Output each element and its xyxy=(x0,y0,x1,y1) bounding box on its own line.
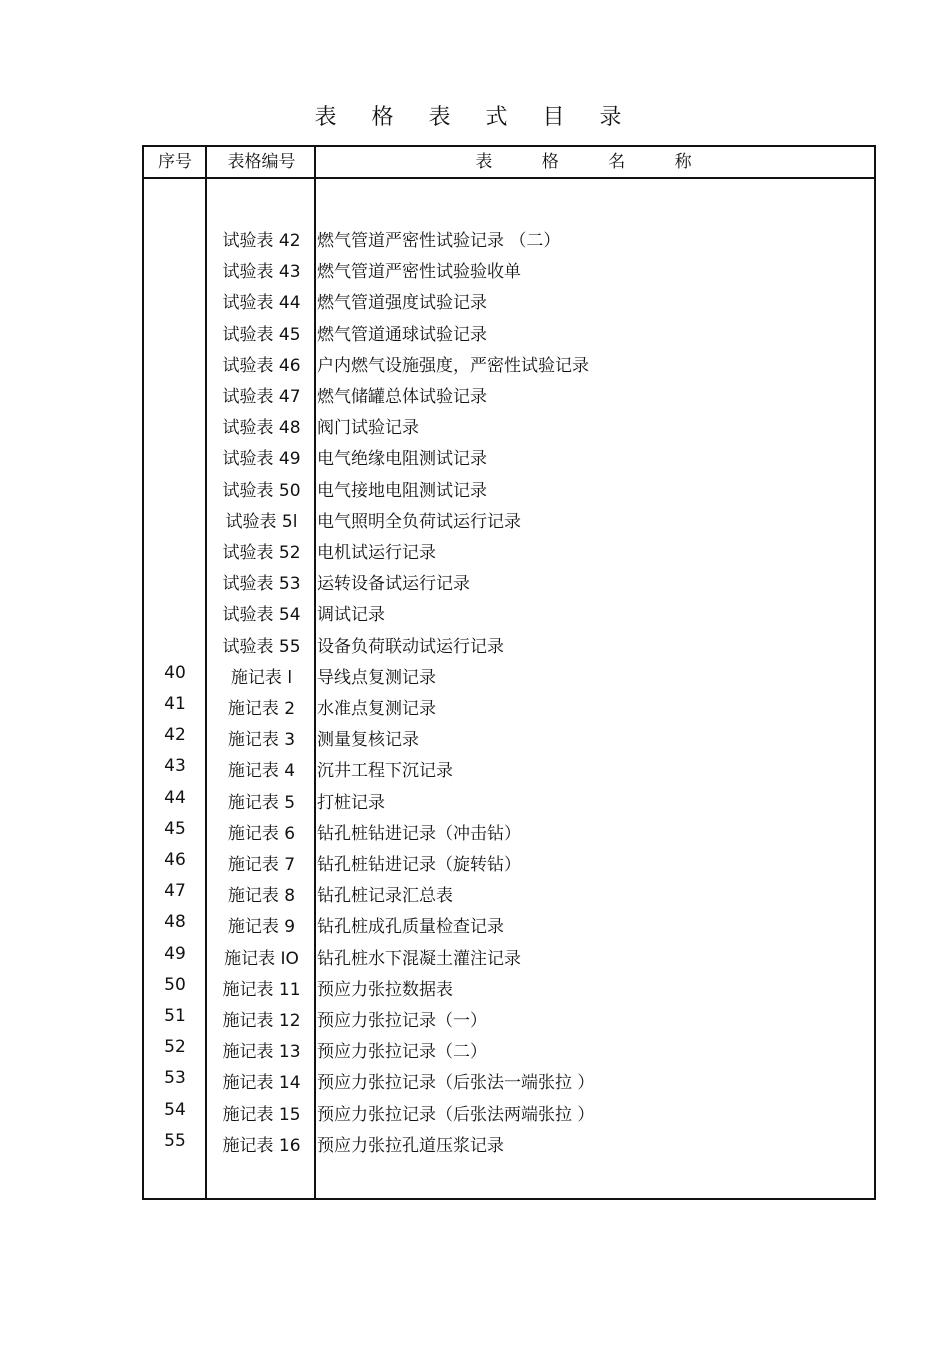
row-name: 运转设备试运行记录 xyxy=(317,574,470,594)
row-name: 沉井工程下沉记录 xyxy=(317,761,453,781)
row-code: 试验表 46 xyxy=(222,356,301,376)
row-name: 电机试运行记录 xyxy=(317,543,436,563)
row-code: 施记表 16 xyxy=(222,1136,301,1156)
row-seq: 45 xyxy=(164,819,186,839)
row-seq: 43 xyxy=(164,756,186,776)
row-code: 试验表 45 xyxy=(222,325,301,345)
row-code: 试验表 47 xyxy=(222,387,301,407)
row-seq: 52 xyxy=(164,1037,186,1057)
row-code: 施记表 IO xyxy=(224,949,299,969)
row-name: 电气绝缘电阻测试记录 xyxy=(317,449,487,469)
row-name: 燃气管道严密性试验验收单 xyxy=(317,262,521,282)
row-code: 试验表 42 xyxy=(222,231,301,251)
row-name: 设备负荷联动试运行记录 xyxy=(317,637,504,657)
row-code: 施记表 4 xyxy=(227,761,296,781)
row-code: 施记表 6 xyxy=(227,824,296,844)
row-name: 调试记录 xyxy=(317,605,385,625)
row-code: 施记表 3 xyxy=(227,730,296,750)
row-seq: 50 xyxy=(164,975,186,995)
row-seq: 53 xyxy=(164,1068,186,1088)
row-name: 燃气管道通球试验记录 xyxy=(317,325,487,345)
row-code: 施记表 9 xyxy=(227,917,296,937)
page-title: 表 格 表 式 目 录 xyxy=(314,105,636,130)
row-code: 施记表 14 xyxy=(222,1073,301,1093)
row-seq: 54 xyxy=(164,1100,186,1120)
row-name: 钻孔桩钻进记录（旋转钻） xyxy=(317,855,521,875)
row-code: 施记表 2 xyxy=(227,699,296,719)
row-seq: 41 xyxy=(164,694,186,714)
row-name: 预应力张拉记录（二） xyxy=(317,1042,487,1062)
row-name: 导线点复测记录 xyxy=(317,668,436,688)
row-code: 施记表 15 xyxy=(222,1105,301,1125)
row-name: 钻孔桩成孔质量检查记录 xyxy=(317,917,504,937)
row-code: 施记表 13 xyxy=(222,1042,301,1062)
row-code: 试验表 43 xyxy=(222,262,301,282)
row-name: 预应力张拉记录（一） xyxy=(317,1011,487,1031)
row-code: 试验表 48 xyxy=(222,418,301,438)
row-name: 测量复核记录 xyxy=(317,730,419,750)
header-code: 表格编号 xyxy=(227,152,296,172)
row-code: 试验表 53 xyxy=(222,574,301,594)
row-seq: 47 xyxy=(164,881,186,901)
row-code: 试验表 50 xyxy=(222,481,301,501)
row-seq: 49 xyxy=(164,944,186,964)
row-name: 钻孔桩记录汇总表 xyxy=(317,886,453,906)
row-seq: 51 xyxy=(164,1006,186,1026)
row-name: 预应力张拉孔道压浆记录 xyxy=(317,1136,504,1156)
row-seq: 48 xyxy=(164,912,186,932)
row-name: 预应力张拉记录（后张法一端张拉 ） xyxy=(317,1073,595,1093)
row-name: 水准点复测记录 xyxy=(317,699,436,719)
row-code: 施记表 11 xyxy=(222,980,301,1000)
row-code: 试验表 5l xyxy=(225,512,298,532)
row-name: 钻孔桩钻进记录（冲击钻） xyxy=(317,824,521,844)
row-code: 试验表 54 xyxy=(222,605,301,625)
row-code: 试验表 55 xyxy=(222,637,301,657)
row-code: 试验表 49 xyxy=(222,449,301,469)
row-seq: 40 xyxy=(164,663,186,683)
header-name: 表 格 名 称 xyxy=(475,152,714,172)
row-name: 打桩记录 xyxy=(317,793,385,813)
row-code: 施记表 12 xyxy=(222,1011,301,1031)
row-seq: 42 xyxy=(164,725,186,745)
header-divider xyxy=(142,177,876,179)
row-code: 试验表 52 xyxy=(222,543,301,563)
row-seq: 46 xyxy=(164,850,186,870)
row-name: 燃气储罐总体试验记录 xyxy=(317,387,487,407)
row-code: 施记表 8 xyxy=(227,886,296,906)
row-seq: 55 xyxy=(164,1131,186,1151)
row-code: 施记表 7 xyxy=(227,855,296,875)
row-name: 阀门试验记录 xyxy=(317,418,419,438)
row-seq: 44 xyxy=(164,788,186,808)
row-name: 燃气管道严密性试验记录 （二） xyxy=(317,231,561,251)
row-name: 钻孔桩水下混凝土灌注记录 xyxy=(317,949,521,969)
row-name: 燃气管道强度试验记录 xyxy=(317,293,487,313)
row-name: 电气接地电阻测试记录 xyxy=(317,481,487,501)
row-code: 试验表 44 xyxy=(222,293,301,313)
row-name: 预应力张拉数据表 xyxy=(317,980,453,1000)
row-code: 施记表 5 xyxy=(227,793,296,813)
header-seq: 序号 xyxy=(158,152,192,172)
row-name: 户内燃气设施强度，严密性试验记录 xyxy=(317,356,589,376)
row-name: 预应力张拉记录（后张法两端张拉 ） xyxy=(317,1105,595,1125)
row-name: 电气照明全负荷试运行记录 xyxy=(317,512,521,532)
row-code: 施记表 l xyxy=(230,668,293,688)
